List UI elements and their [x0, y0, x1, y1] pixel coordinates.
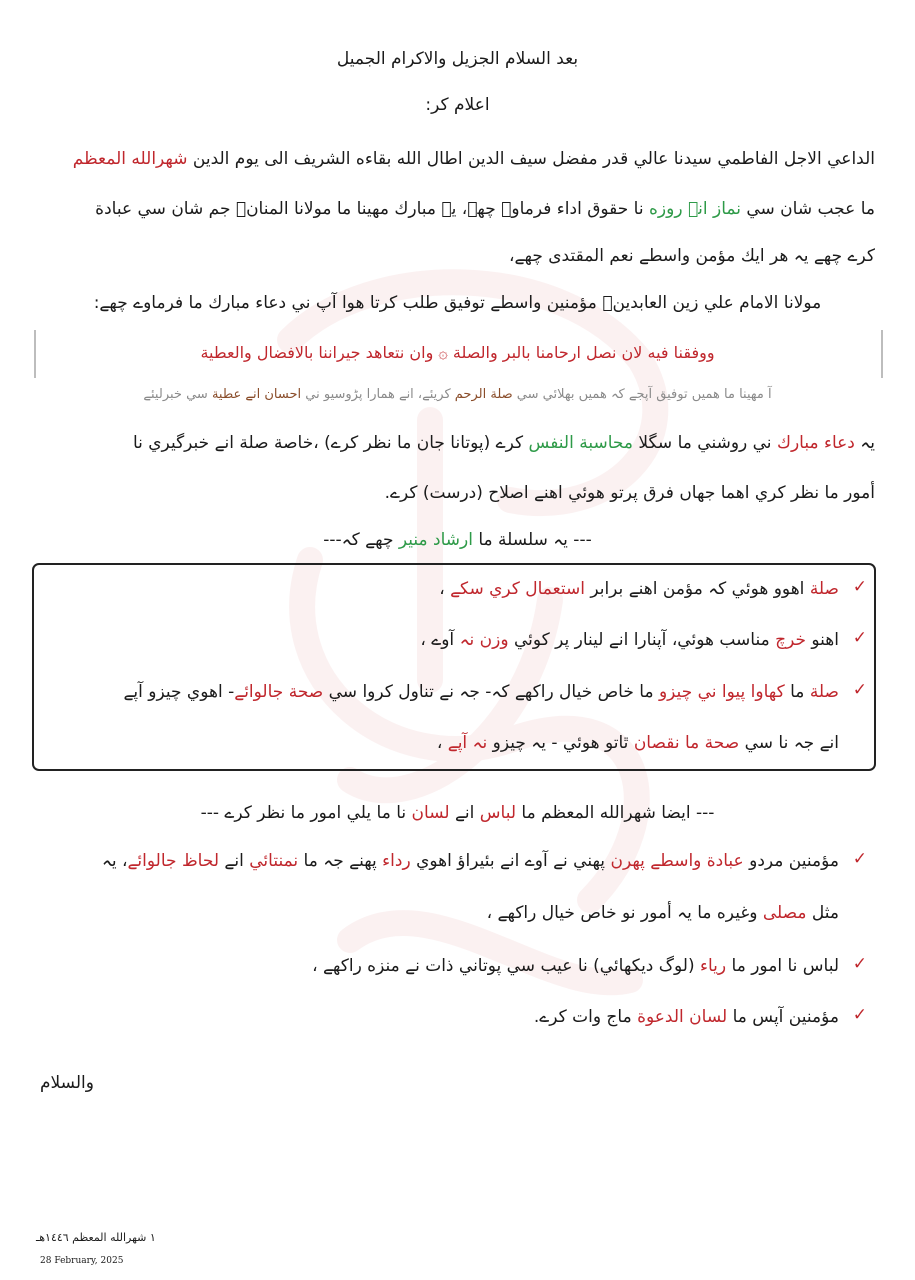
salutation: بعد السلام الجزيل والاكرام الجميل	[336, 49, 579, 69]
quote-translation: آ مهينا ما هميں توفيق آپجے كہ هميں بهلائي سي صلة الرحم كريئے، انے همارا پڑوسيو ني احسان انے عطية سي خبرليئے	[143, 387, 772, 402]
check-icon: ✓	[852, 1005, 867, 1025]
closing: والسلام	[40, 1073, 94, 1093]
check-icon: ✓	[852, 954, 867, 974]
intro-line-4: مولانا الامام علي زين العابدينؑ مؤمنين واسطے توفيق طلب كرتا هوا آپ ني دعاء مبارك ما فرماوے چھے:	[93, 293, 822, 313]
check-icon: ✓	[852, 849, 867, 869]
gregorian-date: 28 February, 2025	[40, 1256, 124, 1266]
check-icon: ✓	[852, 577, 867, 597]
box-item-2: اهنو خرچ مناسب هوئي، آپنارا انے لينار پر كوئي وزن نہ آوے ،	[420, 630, 839, 650]
libas-heading: --- ايضا شهرالله المعظم ما لباس انے لسان نا ما يلي امور ما نظر كرے ---	[200, 803, 715, 823]
intro-line-2: ما عجب شان سي نماز انے روزه نا حقوق اداء فرماوے چھے، يہ مبارك مهينا ما مولانا المنانؑ جم شان سي عبادة	[95, 199, 875, 219]
quote-arabic: ووفقنا فيه لان نصل ارحامنا بالبر والصلة ۞ وان نتعاهد جيراننا بالافضال والعطية	[200, 343, 715, 362]
para-line-2: أمور ما نظر كري اهما جهاں فرق پرتو هوئي اهنے اصلاح (درست) كرے.	[384, 483, 875, 503]
libas-item-1: مؤمنين مردو عبادة واسطے پهرن پهني نے آوے انے بئيراؤ اهوي رداء پهنے جہ ما نمنتائي انے لحاظ جالوائے، يہ	[101, 851, 839, 871]
check-icon: ✓	[852, 628, 867, 648]
hijri-date: ١ شهرالله المعظم ١٤٤٦هـ	[36, 1231, 156, 1244]
para-line-1: يہ دعاء مبارك ني روشني ما سگلا محاسبة النفس كرے (پوتانا جان ما نظر كرے) ،خاصة صلة انے خبرگيري نا	[132, 433, 875, 453]
box-item-1: صلة اهوو هوئي كہ مؤمن اهنے برابر استعمال كري سكے ،	[439, 579, 839, 599]
para-line-3: --- يہ سلسلة ما ارشاد منير چھے كہ---	[323, 530, 592, 550]
intro-line-3: كرے چھے يہ هر ايك مؤمن واسطے نعم المقتدى چھے،	[509, 246, 875, 266]
libas-item-2: لباس نا امور ما رياء (لوگ ديكهائي) نا عيب سي پوتاني ذات نے منزه راكھے ،	[312, 956, 839, 976]
libas-item-1-continued: مثل مصلى وغيره ما يہ أمور نو خاص خيال راكھے ،	[486, 903, 839, 923]
libas-item-3: مؤمنين آپس ما لسان الدعوة ماج وات كرے.	[533, 1007, 839, 1027]
box-item-3-continued: انے جہ نا سي صحة ما نقصان ٿاتو هوئي - يہ چيزو نہ آپے ،	[436, 733, 839, 753]
box-item-3: صلة ما كهاوا پيوا ني چيزو ما خاص خيال راكھے كہ- جہ نے تناول كروا سي صحة جالوائے- اهوي چيزو آپے	[123, 682, 839, 702]
check-icon: ✓	[852, 680, 867, 700]
notice-heading: اعلام كر:	[425, 95, 490, 115]
intro-line-1: الداعي الاجل الفاطمي سيدنا عالي قدر مفضل سيف الدين اطال الله بقاءه الشريف الى يوم الدين شهرالله المعظم	[72, 149, 875, 169]
